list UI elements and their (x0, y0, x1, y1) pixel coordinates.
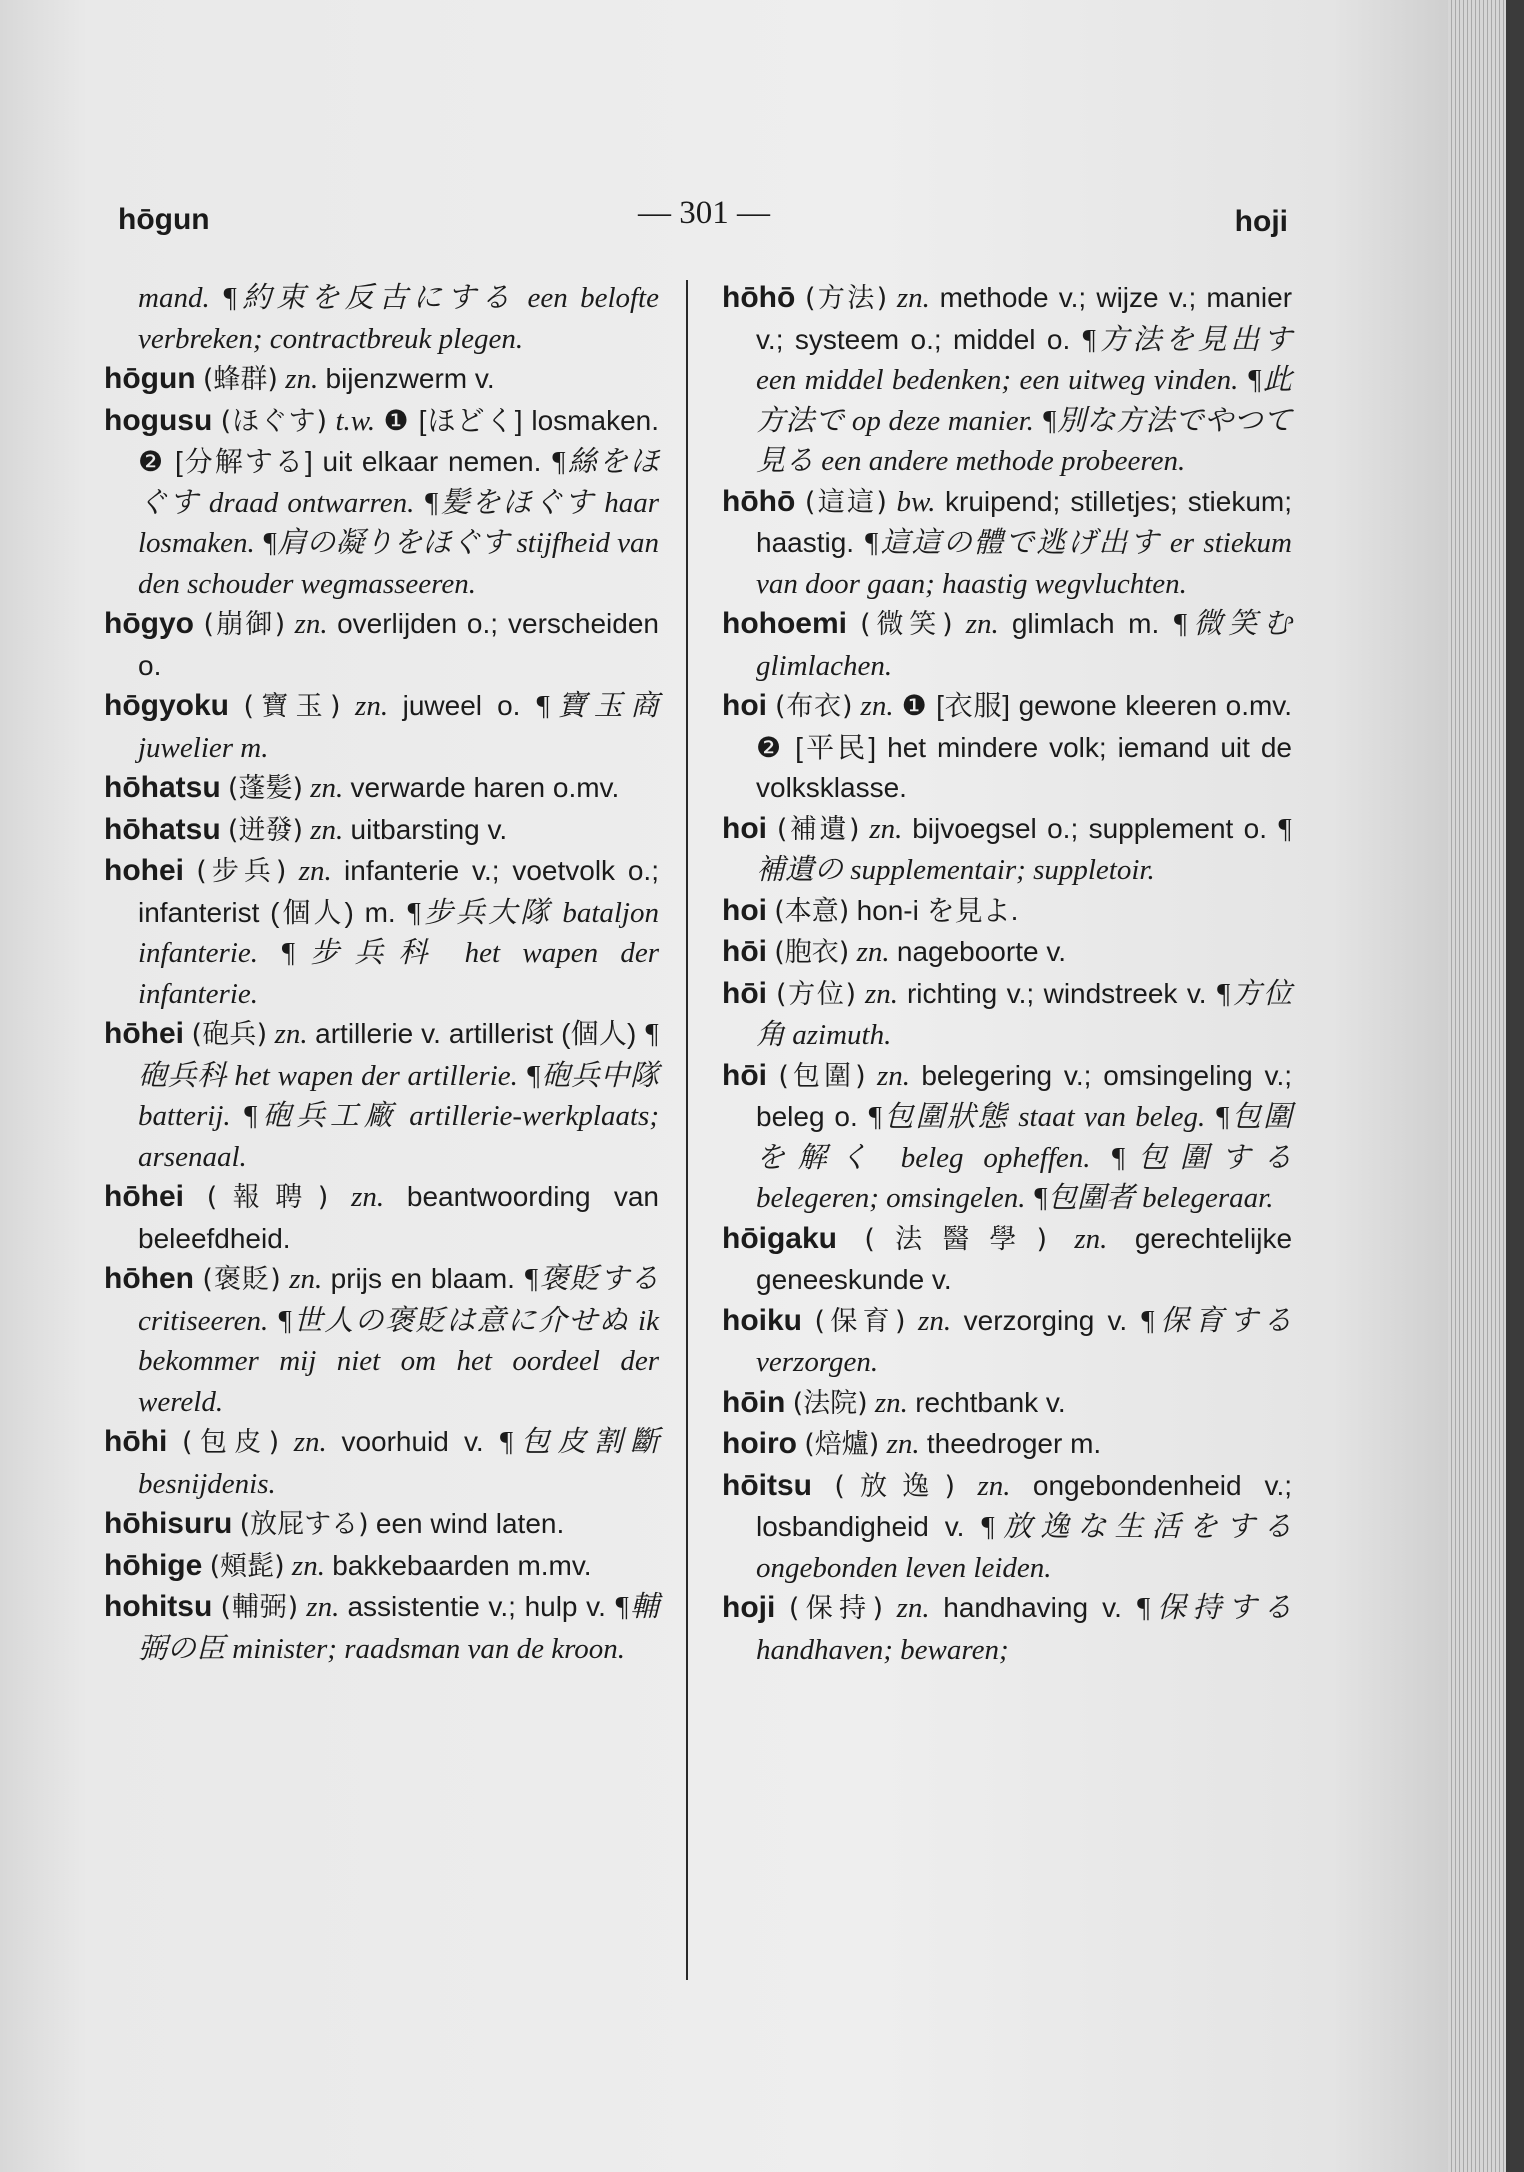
dictionary-entry (722, 1424, 1292, 1466)
translation: gerechtelijke geneeskunde v. (756, 1222, 1293, 1295)
dictionary-entry (722, 1219, 1292, 1301)
part-of-speech: zn. (864, 977, 899, 1010)
dictionary-entry (722, 278, 1292, 482)
translation: verzorging v. (963, 1304, 1128, 1336)
dictionary-entry (104, 1177, 659, 1259)
dictionary-entry (104, 1504, 659, 1546)
example-phrases: ¶包圍狀態 staat van beleg. ¶包圍を解く beleg opheffen. ¶包圍する belegeren; omsingelen. ¶包圍者 belegeraar. (756, 1101, 1293, 1214)
headword: hōigaku (722, 1221, 838, 1255)
translation: ❶ [ほどく] losmaken. ❷ [分解する] uit elkaar nemen. (138, 404, 659, 477)
headword: hōi (722, 1058, 767, 1092)
kanji-form: (補遺) (776, 813, 860, 845)
dictionary-entry (722, 1383, 1292, 1425)
kanji-form: (焙爐) (804, 1429, 880, 1460)
headword: hōhō (722, 484, 796, 518)
part-of-speech: zn. (298, 855, 332, 887)
translation: bijenzwerm v. (325, 363, 495, 394)
kanji-form: (輔弼) (220, 1592, 299, 1623)
column-divider (686, 280, 688, 1980)
dictionary-entry (104, 851, 659, 1014)
translation: bakkebaarden m.mv. (332, 1549, 592, 1581)
part-of-speech: zn. (869, 812, 903, 845)
kanji-form: (保育) (814, 1305, 906, 1337)
headword: hōitsu (722, 1468, 812, 1502)
part-of-speech: zn. (856, 936, 890, 968)
example-phrases: ¶補遺の supplementair; suppletoir. (756, 812, 1292, 886)
translation: artillerie v. artillerist (個人) (315, 1018, 637, 1049)
kanji-form: (放逸) (834, 1470, 956, 1502)
kanji-form: (法醫學) (864, 1223, 1047, 1255)
right-column (722, 278, 1292, 1670)
example-phrases: ¶步兵大隊 bataljon infanterie. ¶步兵科 het wapen der infanterie. (138, 896, 659, 1010)
part-of-speech: t.w. (335, 404, 376, 437)
translation: hon-i を見よ. (856, 894, 1019, 926)
left-column (104, 278, 659, 1669)
translation: voorhuid v. (341, 1426, 484, 1457)
translation: methode v.; wijze v.; manier v.; systeem o.; middel o. (756, 282, 1293, 355)
part-of-speech: zn. (886, 1428, 920, 1460)
headword: hōhisuru (104, 1507, 233, 1540)
part-of-speech: zn. (1074, 1222, 1108, 1255)
part-of-speech: zn. (860, 690, 894, 722)
kanji-form: (褒貶) (202, 1264, 281, 1295)
headword: hōhen (104, 1262, 194, 1295)
right-guide-word: hoji (1234, 205, 1288, 238)
translation: prijs en blaam. (330, 1263, 515, 1294)
headword: hoi (722, 689, 767, 722)
dictionary-entry (104, 278, 659, 359)
dictionary-entry (722, 482, 1292, 605)
kanji-form: (報聘) (206, 1182, 329, 1213)
part-of-speech: zn. (306, 1591, 340, 1623)
example-phrases: ¶放逸な生活をする ongebonden leven leiden. (756, 1511, 1293, 1584)
part-of-speech: zn. (874, 1386, 908, 1419)
headword: hōgun (104, 362, 196, 395)
dictionary-entry (722, 809, 1292, 891)
headword: hōgyo (104, 607, 194, 640)
kanji-form: (微笑) (860, 609, 953, 640)
kanji-form: (包皮) (181, 1427, 280, 1458)
translation: assistentie v.; hulp v. (347, 1591, 606, 1622)
kanji-form: (蜂群) (202, 364, 278, 395)
kanji-form: (胞衣) (774, 937, 850, 968)
translation: glimlach m. (1011, 608, 1160, 639)
part-of-speech: zn. (965, 608, 999, 640)
example-phrases: ¶方位角 azimuth. (756, 977, 1293, 1051)
example-phrases: ¶保持する handhaven; bewaren; (756, 1592, 1292, 1666)
kanji-form: (ほぐす) (220, 405, 328, 437)
translation: theedroger m. (926, 1428, 1102, 1459)
translation: handhaving v. (943, 1592, 1122, 1623)
part-of-speech: zn. (291, 1549, 325, 1582)
translation: ❶ [衣服] gewone kleeren o.mv. ❷ [平民] het mindere volk; iemand uit de volksklasse. (756, 690, 1293, 803)
kanji-form: (本意) (774, 895, 850, 927)
headword: hōhatsu (104, 771, 221, 804)
example-phrases: ¶保育する verzorgen. (756, 1304, 1293, 1378)
translation: richting v.; windstreek v. (906, 977, 1207, 1009)
dictionary-entry (104, 1587, 659, 1669)
kanji-form: (頰髭) (209, 1550, 285, 1582)
part-of-speech: bw. (896, 485, 936, 518)
translation: belegering v.; omsingeling v.; beleg o. (756, 1059, 1293, 1132)
part-of-speech: zn. (351, 1181, 385, 1213)
translation: een wind laten. (375, 1508, 565, 1539)
dictionary-entry (722, 604, 1292, 686)
example-phrases: ¶絲をほぐす draad ontwarren. ¶髪をほぐす haar losmaken. ¶肩の凝りをほぐす stijfheid van den schouder wegmasseeren. (138, 446, 660, 600)
kanji-form: (迸發) (227, 814, 303, 846)
kanji-form: (砲兵) (191, 1019, 268, 1050)
part-of-speech: zn. (289, 1263, 323, 1295)
headword: hohoemi (722, 607, 847, 640)
dictionary-entry (104, 1422, 659, 1504)
kanji-form: (步兵) (196, 856, 287, 887)
dictionary-entry (104, 1014, 659, 1177)
headword: hōhige (104, 1548, 203, 1582)
part-of-speech: zn. (293, 1426, 327, 1458)
dictionary-entry (722, 974, 1292, 1056)
part-of-speech: zn. (310, 813, 344, 846)
translation: rechtbank v. (915, 1386, 1066, 1418)
headword: hōi (722, 976, 767, 1010)
example-phrases: ¶寶玉商 juwelier m. (138, 690, 660, 764)
dictionary-entry (104, 1546, 659, 1588)
dictionary-entry (722, 932, 1292, 974)
translation: juweel o. (402, 690, 521, 721)
dictionary-entry (722, 1466, 1292, 1589)
headword: hoi (722, 893, 767, 927)
kanji-form: (方位) (775, 978, 857, 1010)
headword: hoji (722, 1591, 776, 1624)
kanji-form: (這這) (804, 486, 887, 518)
headword: hōi (722, 935, 767, 968)
headword: hōhō (722, 281, 796, 314)
dictionary-entry (104, 359, 659, 401)
headword: hoi (722, 811, 767, 845)
dictionary-entry (104, 686, 659, 768)
dictionary-entry (722, 1588, 1292, 1670)
translation: kruipend; stilletjes; stiekum; haastig. (756, 485, 1293, 558)
dictionary-entry (722, 1056, 1292, 1219)
part-of-speech: zn. (896, 282, 930, 314)
translation: ongebondenheid v.; losbandigheid v. (756, 1469, 1292, 1542)
book-page-edges (1448, 0, 1524, 2172)
example-phrases: ¶方法を見出す een middel bedenken; een uitweg vinden. ¶此方法で op deze manier. ¶別な方法でやつて見る een andere methode probeeren. (756, 323, 1293, 477)
translation: nageboorte v. (896, 936, 1067, 967)
example-phrases: ¶砲兵科 het wapen der artillerie. ¶砲兵中隊 batterij. ¶砲兵工廠 artillerie-werkplaats; arsenaal. (138, 1018, 660, 1173)
dictionary-entry (722, 1301, 1292, 1383)
headword: hohitsu (104, 1590, 213, 1623)
part-of-speech: zn. (285, 363, 319, 395)
translation: infanterie v.; voetvolk o.; infanterist (個人) m. (138, 855, 659, 928)
kanji-form: (崩御) (203, 609, 286, 640)
dictionary-entry (104, 810, 659, 852)
headword: hōgyoku (104, 689, 229, 722)
headword: hōhei (104, 1017, 184, 1050)
kanji-form: (保持) (788, 1593, 884, 1624)
kanji-form: (法院) (792, 1387, 868, 1419)
part-of-speech: zn. (977, 1469, 1011, 1502)
translation: verwarde haren o.mv. (350, 772, 620, 803)
headword: hōhi (104, 1425, 168, 1458)
kanji-form: (寶玉) (243, 691, 341, 722)
left-guide-word: hōgun (118, 203, 210, 236)
headword: hogusu (104, 403, 213, 437)
example-phrases: ¶輔弼の臣 minister; raadsman van de kroon. (138, 1591, 660, 1665)
part-of-speech: zn. (918, 1304, 952, 1337)
part-of-speech: zn. (310, 772, 344, 804)
dictionary-entry (104, 768, 659, 810)
translation: uitbarsting v. (350, 813, 508, 845)
page-number: — 301 — (638, 195, 770, 231)
headword: hōhatsu (104, 812, 221, 846)
dictionary-entry (104, 604, 659, 686)
dictionary-entry (722, 891, 1292, 933)
kanji-form: (放屁する) (239, 1509, 369, 1540)
example-phrases: ¶包皮割斷 besnijdenis. (138, 1426, 659, 1500)
headword: hōhei (104, 1180, 184, 1213)
translation: bijvoegsel o.; supplement o. (912, 812, 1268, 844)
headword: hohei (104, 854, 184, 887)
part-of-speech: zn. (274, 1018, 308, 1050)
dictionary-entry (722, 686, 1292, 809)
running-head (118, 195, 1288, 255)
part-of-speech: zn. (876, 1059, 910, 1092)
part-of-speech: zn. (294, 608, 328, 640)
example-phrases: ¶微笑む glimlachen. (756, 608, 1292, 682)
part-of-speech: zn. (355, 690, 389, 722)
dictionary-entry (104, 1259, 659, 1422)
kanji-form: (包圍) (778, 1060, 866, 1092)
kanji-form: (布衣) (775, 691, 853, 722)
example-phrases: ¶這這の體で逃げ出す er stiekum van door gaan; haastig wegvluchten. (756, 527, 1293, 600)
kanji-form: (蓬髪) (227, 773, 303, 804)
example-phrases: ¶褒貶する critiseeren. ¶世人の褒貶は意に介せぬ ik bekommer mij niet om het oordeel der wereld. (138, 1263, 660, 1418)
translation: beantwoording van beleefdheid. (138, 1181, 659, 1254)
kanji-form: (方法) (804, 283, 888, 314)
part-of-speech: zn. (896, 1592, 930, 1624)
example-phrases: mand. ¶約束を反古にする een belofte verbreken; contractbreuk plegen. (138, 282, 659, 355)
headword: hoiku (722, 1303, 802, 1337)
dictionary-entry (104, 401, 659, 605)
translation: overlijden o.; verscheiden o. (138, 608, 659, 681)
headword: hōin (722, 1385, 786, 1419)
headword: hoiro (722, 1427, 797, 1460)
